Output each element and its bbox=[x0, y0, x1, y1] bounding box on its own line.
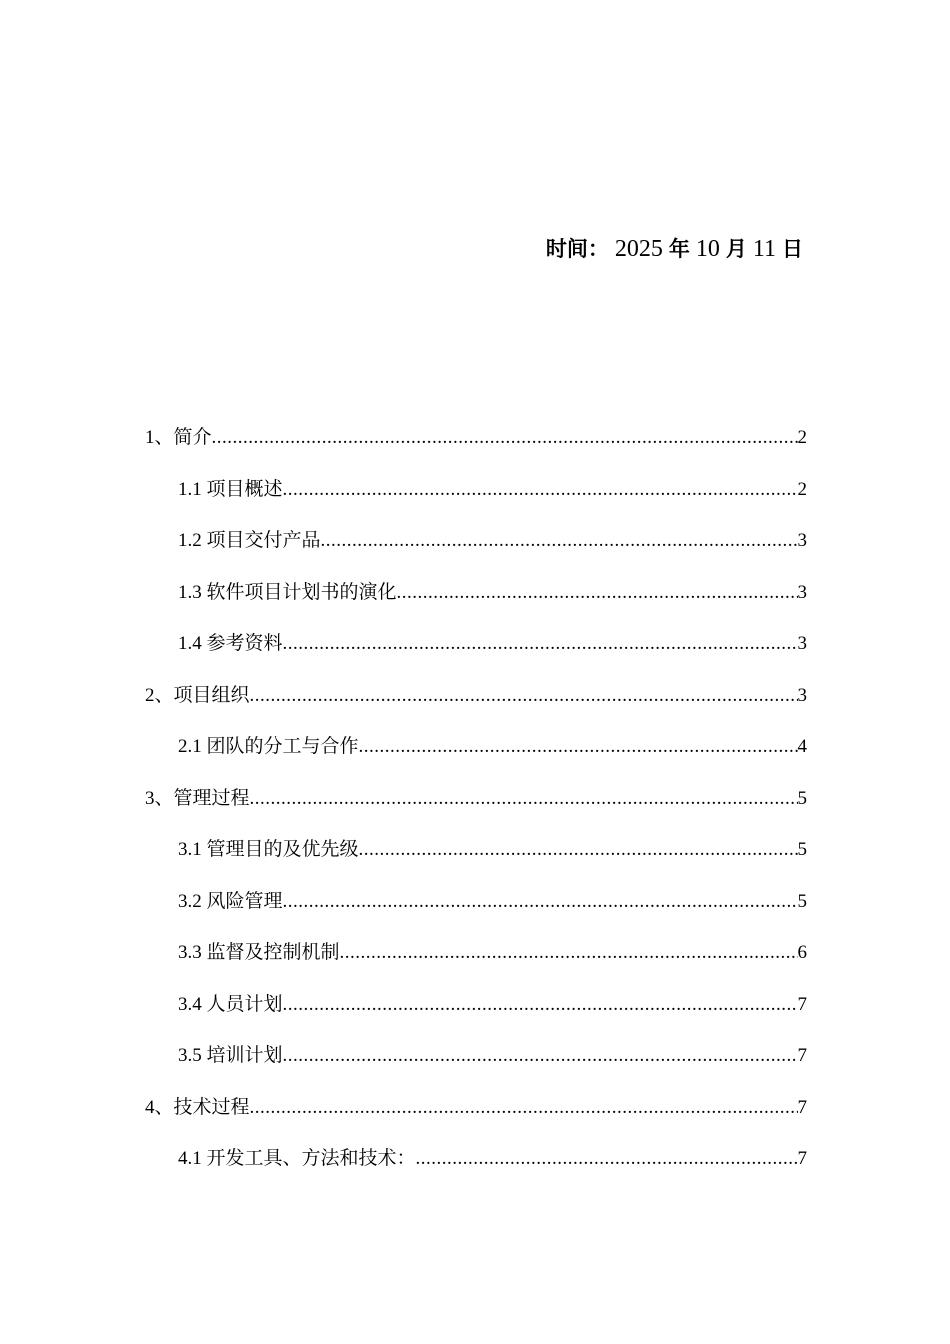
toc-entry-title: 2.1 团队的分工与合作 bbox=[178, 736, 359, 757]
toc-entry[interactable] bbox=[145, 523, 807, 575]
toc-entry[interactable] bbox=[145, 678, 807, 730]
toc-dot-leader bbox=[212, 420, 798, 456]
toc-entry[interactable] bbox=[145, 832, 807, 884]
toc-entry-page: 7 bbox=[797, 1096, 807, 1118]
toc-entry[interactable] bbox=[145, 420, 807, 472]
toc-dot-leader bbox=[283, 626, 798, 662]
toc-dot-leader bbox=[416, 1141, 798, 1177]
toc-entry-title: 1.2 项目交付产品 bbox=[178, 530, 321, 551]
toc-dot-leader bbox=[359, 832, 798, 868]
toc-dot-leader bbox=[283, 1038, 798, 1074]
toc-entry-page: 3 bbox=[797, 633, 807, 654]
toc-entry-page: 4 bbox=[797, 736, 807, 757]
toc-dot-leader bbox=[283, 884, 798, 920]
toc-entry[interactable] bbox=[145, 729, 807, 781]
toc-entry-title: 3.3 监督及控制机制 bbox=[178, 942, 340, 963]
toc-dot-leader bbox=[250, 1090, 798, 1126]
toc-entry[interactable] bbox=[145, 1141, 807, 1193]
document-date bbox=[470, 232, 803, 266]
toc-entry-page: 7 bbox=[797, 993, 807, 1015]
toc-entry-title: 1.1 项目概述 bbox=[178, 478, 283, 500]
date-year: 2025 bbox=[614, 236, 663, 262]
toc-entry[interactable] bbox=[145, 1090, 807, 1142]
toc-entry[interactable] bbox=[145, 472, 807, 524]
toc-entry[interactable] bbox=[145, 987, 807, 1039]
toc-dot-leader bbox=[250, 678, 798, 714]
toc-entry-title: 2、项目组织 bbox=[145, 684, 250, 706]
toc-dot-leader bbox=[359, 729, 798, 765]
toc-dot-leader bbox=[397, 575, 798, 611]
toc-entry-page: 7 bbox=[797, 1045, 807, 1066]
toc-entry[interactable] bbox=[145, 626, 807, 678]
date-month-unit: 月 bbox=[725, 237, 747, 261]
toc-entry-title: 3、管理过程 bbox=[145, 787, 250, 809]
toc-entry-page: 3 bbox=[797, 684, 807, 706]
toc-entry-title: 1.4 参考资料 bbox=[178, 633, 283, 654]
toc-dot-leader bbox=[340, 935, 798, 971]
date-day-unit: 日 bbox=[782, 237, 803, 261]
toc-dot-leader bbox=[321, 523, 798, 559]
toc-entry-title: 1.3 软件项目计划书的演化 bbox=[178, 581, 397, 603]
toc-entry[interactable] bbox=[145, 884, 807, 936]
toc-entry-page: 5 bbox=[797, 839, 807, 860]
toc-entry-title: 4、技术过程 bbox=[145, 1096, 250, 1118]
date-label: 时间： bbox=[545, 237, 609, 261]
date-day: 11 bbox=[752, 236, 776, 262]
toc-entry-title: 4.1 开发工具、方法和技术： bbox=[178, 1148, 416, 1169]
toc-entry-page: 3 bbox=[797, 530, 807, 551]
toc-entry-title: 3.4 人员计划 bbox=[178, 993, 283, 1015]
toc-entry-page: 7 bbox=[797, 1148, 807, 1169]
toc-entry-page: 5 bbox=[797, 787, 807, 809]
toc-entry-title: 3.5 培训计划 bbox=[178, 1045, 283, 1066]
toc-entry[interactable] bbox=[145, 781, 807, 833]
toc-entry-page: 6 bbox=[797, 942, 807, 963]
toc-entry-title: 1、简介 bbox=[145, 427, 212, 448]
toc-entry-page: 3 bbox=[797, 581, 807, 603]
toc-entry-page: 2 bbox=[797, 427, 807, 448]
date-month: 10 bbox=[695, 236, 720, 262]
toc-entry-title: 3.2 风险管理 bbox=[178, 890, 283, 912]
toc-entry[interactable] bbox=[145, 1038, 807, 1090]
date-year-unit: 年 bbox=[668, 237, 690, 261]
toc-entry[interactable] bbox=[145, 935, 807, 987]
toc-dot-leader bbox=[283, 472, 798, 508]
toc-entry-page: 5 bbox=[797, 890, 807, 912]
toc-entry-page: 2 bbox=[797, 478, 807, 500]
toc-dot-leader bbox=[283, 987, 798, 1023]
toc-entry[interactable] bbox=[145, 575, 807, 627]
table-of-contents bbox=[145, 420, 807, 1193]
toc-entry-title: 3.1 管理目的及优先级 bbox=[178, 839, 359, 860]
toc-dot-leader bbox=[250, 781, 798, 817]
